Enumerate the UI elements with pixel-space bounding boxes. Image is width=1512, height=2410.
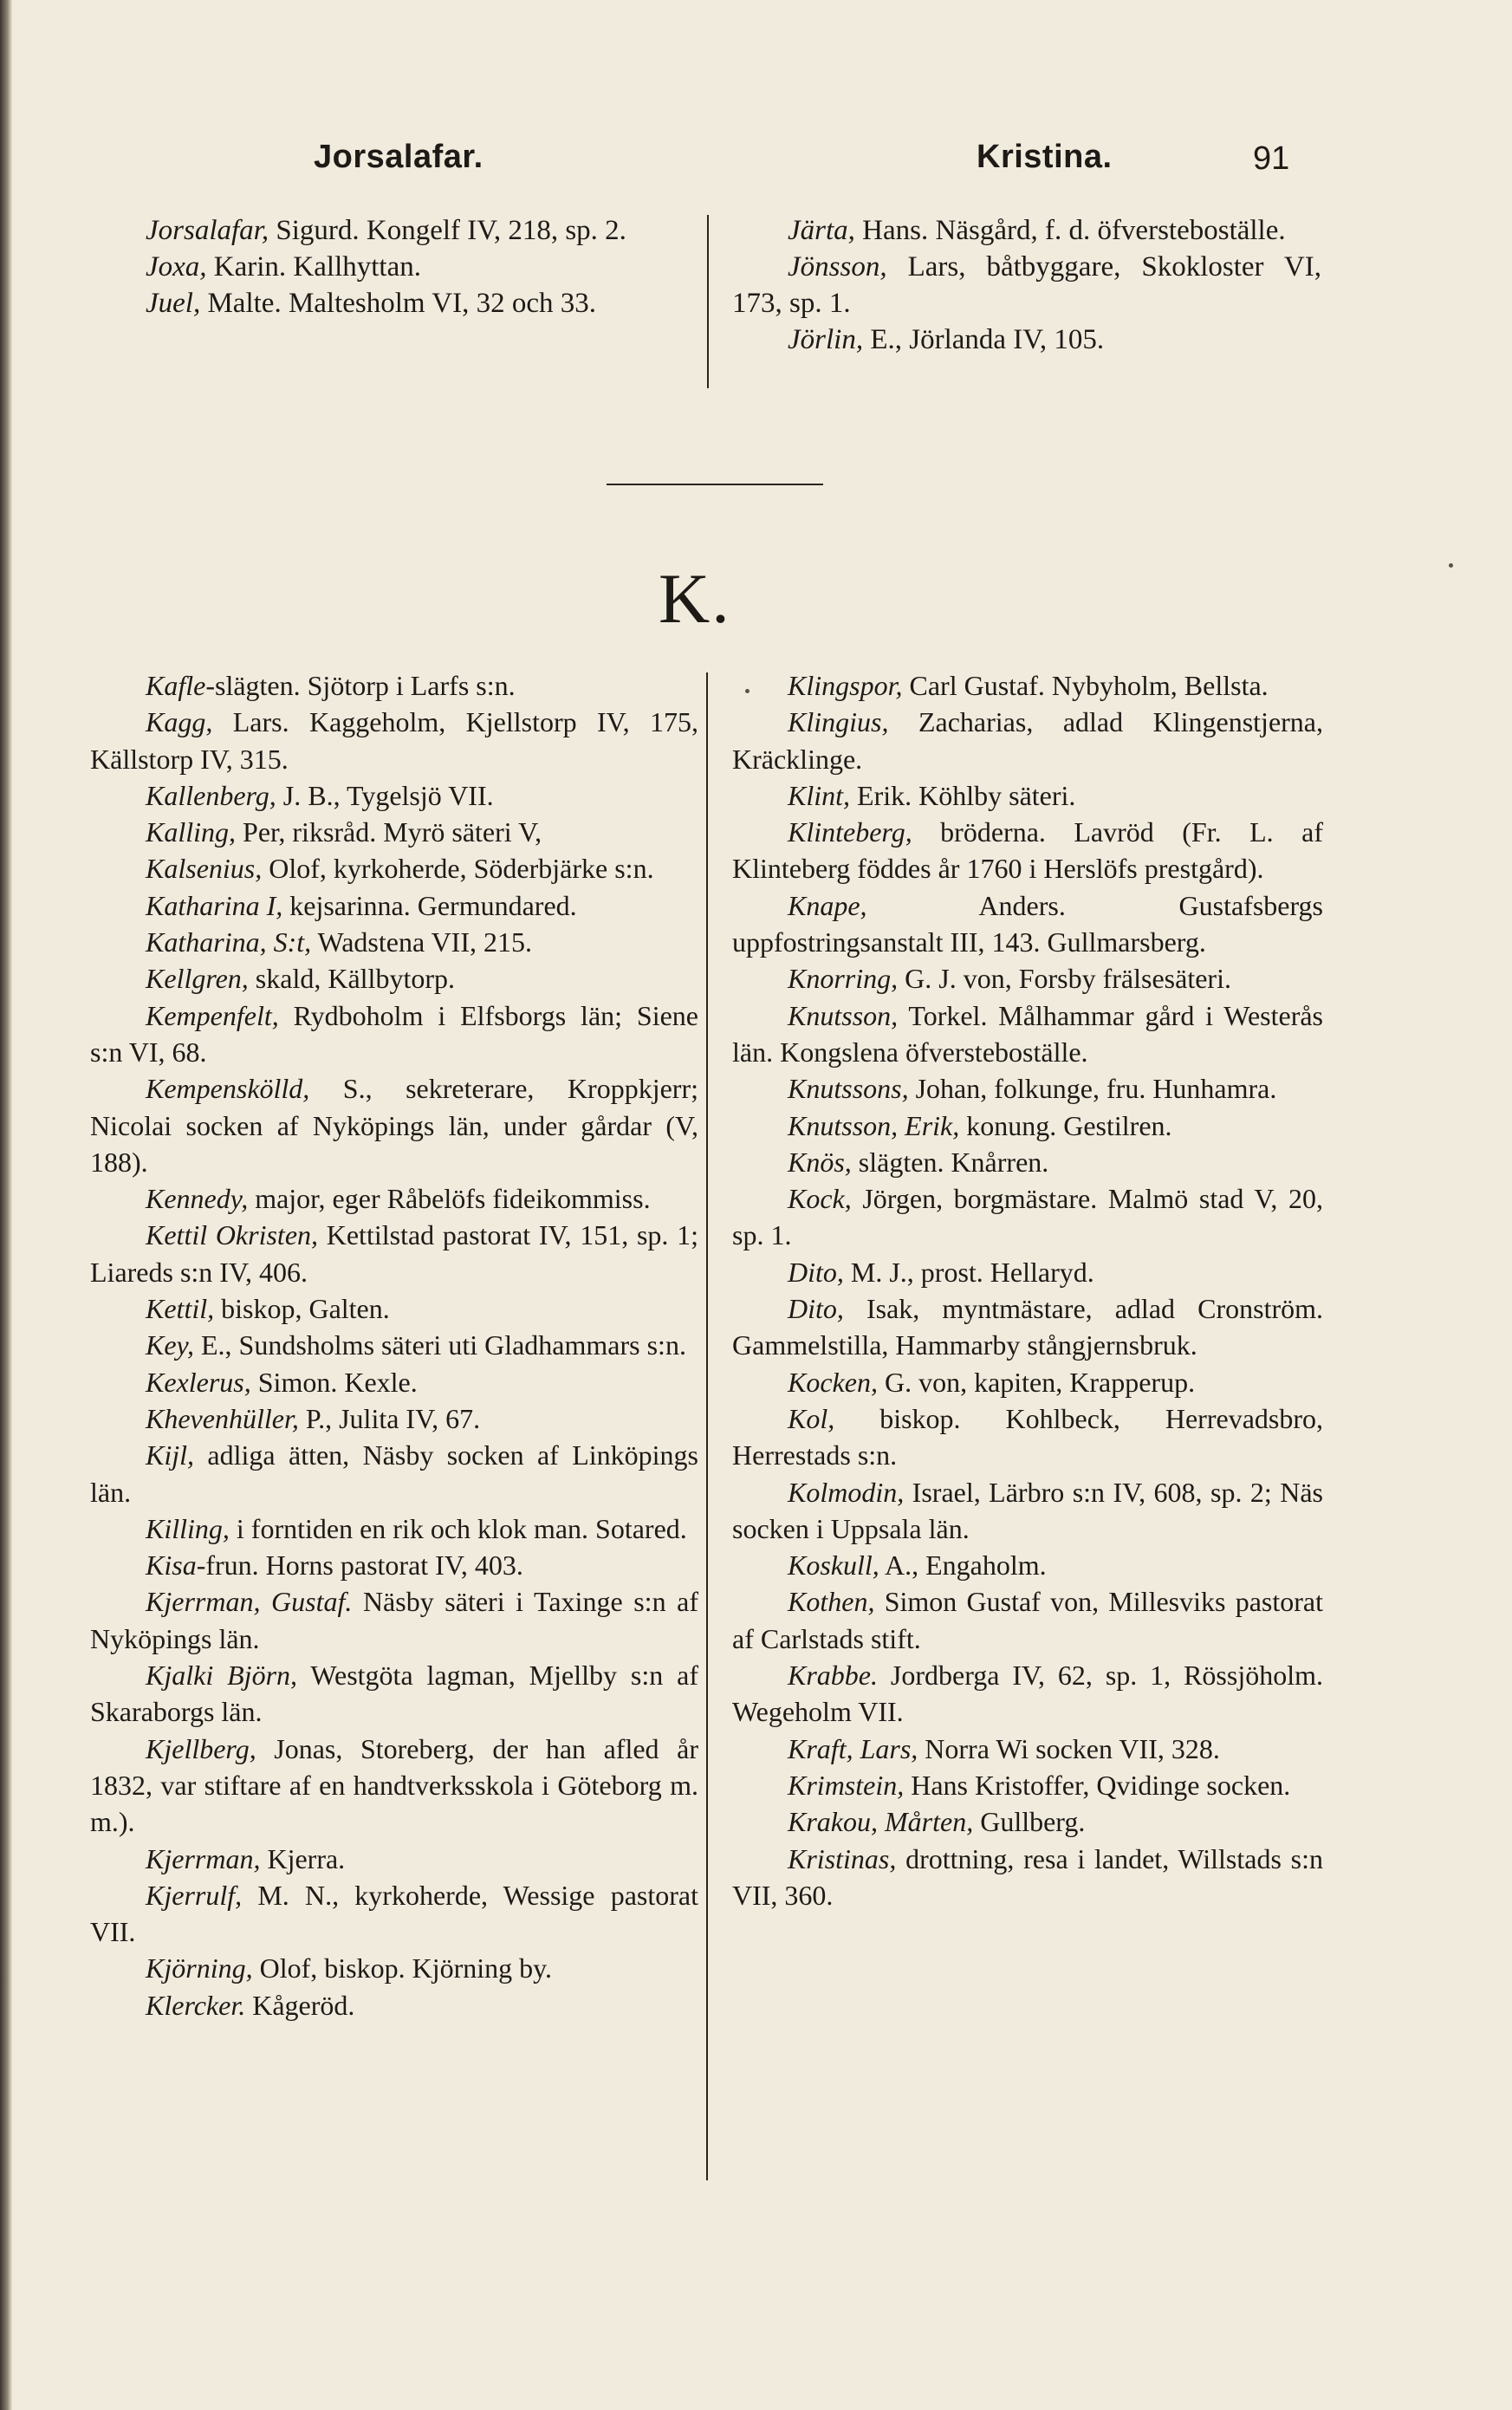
entry-text: i forntiden en rik och klok man. Sotared. [229, 1512, 687, 1544]
index-entry [90, 1583, 698, 1657]
index-entry [732, 997, 1323, 1071]
entry-name: Kjerrman, [146, 1842, 261, 1874]
entry-name: Kexlerus, [146, 1366, 251, 1398]
running-head-right: Kristina. [977, 139, 1113, 175]
entry-text: Simon Gustaf von, Millesviks pastorat af Carlstads stift. [732, 1586, 1323, 1654]
entry-name: Kalling, [146, 816, 237, 848]
index-entry [90, 1437, 698, 1510]
entry-name: Kempenskölld, [146, 1073, 310, 1105]
entry-name: Knutsson, [788, 999, 899, 1031]
index-entry [732, 1180, 1323, 1254]
entry-text: biskop. Kohlbeck, Herrevadsbro, Herrestads s:n. [732, 1402, 1323, 1471]
entry-name: Knutsson, Erik, [788, 1109, 960, 1141]
top-right-column [732, 212, 1321, 358]
entry-name: Khevenhüller, [146, 1402, 299, 1434]
index-entry [732, 322, 1321, 358]
entry-name: Kjerrulf, [146, 1879, 243, 1911]
index-entry [732, 1657, 1323, 1731]
page-number: 91 [1253, 140, 1290, 177]
entry-text: Jörgen, borgmästare. Malmö stad V, 20, sp. 1. [732, 1183, 1323, 1251]
index-entry [732, 1767, 1323, 1803]
top-left-column [90, 212, 697, 322]
entry-name: Kennedy, [146, 1183, 249, 1215]
entry-text: Johan, folkunge, fru. Hunhamra. [908, 1073, 1277, 1105]
entry-text: skald, Källbytorp. [248, 963, 455, 995]
entry-text: Zacharias, adlad Klingenstjerna, Kräcklinge. [732, 706, 1323, 775]
index-entry [90, 1400, 698, 1437]
index-entry [732, 1400, 1323, 1474]
running-head-left: Jorsalafar. [314, 139, 483, 175]
entry-text: Olof, kyrkoherde, Söderbjärke s:n. [262, 853, 654, 885]
index-entry [90, 1877, 698, 1951]
entry-name: Koskull, [788, 1549, 879, 1582]
index-entry [90, 1657, 698, 1731]
entry-name: Jönsson, [788, 251, 887, 283]
entry-name: Kolmodin, [788, 1476, 905, 1508]
entry-name: Kettil, [146, 1293, 215, 1325]
entry-text: Israel, Lärbro s:n IV, 608, sp. 2; Näs socken i Uppsala län. [732, 1476, 1323, 1544]
entry-text: Westgöta lagman, Mjellby s:n af Skaraborgs län. [90, 1660, 699, 1728]
index-entry [732, 704, 1323, 777]
index-entry [90, 704, 698, 777]
entry-text: E., Sundsholms säteri uti Gladhammars s:n. [193, 1329, 686, 1361]
index-entry [732, 960, 1323, 997]
entry-text: konung. Gestilren. [959, 1109, 1172, 1141]
index-entry [732, 1803, 1323, 1840]
entry-name: Kjalki Björn, [146, 1660, 298, 1692]
entry-text: drottning, resa i landet, Willstads s:n VII, 360. [732, 1842, 1323, 1911]
index-entry [732, 1474, 1323, 1548]
entry-name: Juel, [146, 288, 201, 319]
section-heading: K. [659, 559, 731, 638]
entry-name: Kagg, [146, 706, 213, 738]
print-speck [1449, 563, 1453, 568]
entry-text: Norra Wi socken VII, 328. [918, 1732, 1220, 1764]
entry-text: bröderna. Lavröd (Fr. L. af Klinteberg föddes år 1760 i Herslöfs prestgård). [732, 816, 1323, 885]
entry-name: Kjellberg, [146, 1732, 256, 1764]
index-entry [732, 887, 1323, 961]
entry-name: Joxa, [146, 251, 207, 283]
index-entry [732, 1290, 1323, 1364]
entry-name: Dito, [788, 1256, 844, 1288]
entry-text: Erik. Köhlby säteri. [850, 779, 1076, 811]
entry-text: E., Jörlanda IV, 105. [863, 324, 1105, 355]
index-entry [90, 814, 698, 850]
entry-text: Lars, båtbyggare, Skokloster VI, 173, sp. 1. [732, 251, 1321, 319]
entry-name: Kettil Okristen, [146, 1219, 319, 1251]
entry-text: major, eger Råbelöfs fideikommiss. [248, 1183, 651, 1215]
index-entry [732, 1108, 1323, 1144]
entry-name: Kol, [788, 1402, 835, 1434]
entry-name: Krimstein, [788, 1769, 905, 1801]
entry-name: Kellgren, [146, 963, 249, 995]
entry-text: G. J. von, Forsby frälsesäteri. [898, 963, 1231, 995]
entry-text: Sigurd. Kongelf IV, 218, sp. 2. [269, 215, 626, 246]
entry-name: Kraft, Lars, [788, 1732, 918, 1764]
index-entry [732, 249, 1321, 322]
entry-text: -slägten. Sjötorp i Larfs s:n. [205, 670, 516, 701]
index-entry [732, 1144, 1323, 1180]
index-entry [90, 1364, 698, 1400]
entry-text: M. N., kyrkoherde, Wessige pastorat VII. [90, 1879, 698, 1948]
column-divider-main [706, 672, 708, 2180]
index-entry [90, 1510, 698, 1547]
entry-name: Knorring, [788, 963, 899, 995]
entry-name: Kocken, [788, 1366, 878, 1398]
entry-text: Kettilstad pastorat IV, 151, sp. 1; Liareds s:n IV, 406. [90, 1219, 699, 1288]
index-entry [732, 1583, 1323, 1657]
entry-name: Kjörning, [146, 1952, 253, 1985]
page-binding-edge [0, 0, 12, 2410]
entry-name: Kempenfelt, [146, 999, 279, 1031]
index-entry [90, 924, 698, 960]
entry-name: Kalsenius, [146, 853, 263, 885]
index-entry [732, 814, 1323, 887]
entry-text: kejsarinna. Germundared. [282, 889, 577, 921]
entry-text: A., Engaholm. [879, 1549, 1047, 1582]
index-entry [90, 1841, 698, 1877]
entry-text: Malte. Maltesholm VI, 32 och 33. [200, 288, 596, 319]
index-entry [90, 249, 697, 285]
entry-name: Kock, [788, 1183, 852, 1215]
entry-name: Kisa [146, 1549, 197, 1582]
entry-name: Järta, [788, 215, 855, 246]
entry-text: Karin. Kallhyttan. [206, 251, 421, 283]
index-entry [90, 1987, 698, 2023]
entry-text: S., sekreterare, Kroppkjerr; Nicolai socken af Nyköpings län, under gårdar (V, 188). [90, 1073, 698, 1178]
entry-text: Carl Gustaf. Nybyholm, Bellsta. [902, 670, 1269, 701]
entry-name: Kafle [146, 670, 206, 701]
entry-text: Kjerra. [260, 1842, 346, 1874]
entry-text: J. B., Tygelsjö VII. [276, 779, 494, 811]
entry-text: M. J., prost. Hellaryd. [843, 1256, 1094, 1288]
index-entry [90, 1070, 698, 1180]
entry-text: Rydboholm i Elfsborgs län; Siene s:n VI, 68. [90, 999, 698, 1068]
index-entry [90, 212, 697, 249]
index-entry [90, 1950, 698, 1986]
index-entry [732, 1547, 1323, 1583]
entry-name: Jörlin, [788, 324, 864, 355]
entry-text: Isak, myntmästare, adlad Cronström. Gammelstilla, Hammarby stångjernsbruk. [732, 1293, 1323, 1361]
entry-name: Kijl, [146, 1439, 195, 1471]
index-entry [90, 1731, 698, 1841]
index-entry [90, 777, 698, 814]
entry-name: Klercker. [146, 1989, 246, 2021]
entry-name: Klingius, [788, 706, 889, 738]
index-entry [90, 1217, 698, 1290]
entry-name: Knape, [788, 889, 867, 921]
entry-text: Hans. Näsgård, f. d. öfversteboställe. [854, 215, 1286, 246]
entry-name: Killing, [146, 1512, 230, 1544]
entry-text: Näsby säteri i Taxinge s:n af Nyköpings län. [90, 1586, 699, 1654]
entry-text: Per, riksråd. Myrö säteri V, [236, 816, 542, 848]
entry-name: Kristinas, [788, 1842, 897, 1874]
entry-name: Klingspor, [788, 670, 903, 701]
entry-text: slägten. Knårren. [851, 1146, 1049, 1178]
entry-text: Gullberg. [973, 1806, 1086, 1838]
entry-text: Simon. Kexle. [250, 1366, 418, 1398]
index-entry [732, 777, 1323, 814]
index-entry [90, 850, 698, 887]
index-entry [732, 667, 1323, 704]
entry-name: Jorsalafar, [146, 215, 269, 246]
entry-name: Kothen, [788, 1586, 875, 1618]
entry-name: Key, [146, 1329, 194, 1361]
index-entry [90, 285, 697, 322]
entry-text: Torkel. Målhammar gård i Westerås län. Kongslena öfversteboställe. [732, 999, 1323, 1068]
entry-text: G. von, kapiten, Krapperup. [877, 1366, 1196, 1398]
entry-text: Anders. Gustafsbergs uppfostringsanstalt III, 143. Gullmarsberg. [732, 889, 1323, 958]
column-divider-top [707, 215, 709, 388]
section-rule [607, 484, 823, 485]
entry-text: Hans Kristoffer, Qvidinge socken. [904, 1769, 1291, 1801]
entry-name: Dito, [788, 1293, 844, 1325]
entry-name: Knös, [788, 1146, 852, 1178]
entry-name: Klinteberg, [788, 816, 912, 848]
entry-text: biskop, Galten. [214, 1293, 390, 1325]
index-entry [90, 1180, 698, 1217]
entry-text: -frun. Horns pastorat IV, 403. [196, 1549, 523, 1582]
index-entry [732, 1254, 1323, 1290]
index-entry [90, 667, 698, 704]
entry-text: Jordberga IV, 62, sp. 1, Rössjöholm. Wegeholm VII. [732, 1660, 1323, 1728]
index-entry [732, 1364, 1323, 1400]
entry-name: Krabbe. [788, 1660, 878, 1692]
entry-name: Kallenberg, [146, 779, 276, 811]
index-entry [90, 1327, 698, 1363]
entry-text: Kågeröd. [245, 1989, 355, 2021]
right-column [732, 667, 1323, 1913]
entry-text: Jonas, Storeberg, der han afled år 1832, var stiftare af en handtverksskola i Göteborg m. m.). [90, 1732, 698, 1838]
entry-name: Kjerrman, Gustaf. [146, 1586, 353, 1618]
entry-text: Lars. Kaggeholm, Kjellstorp IV, 175, Källstorp IV, 315. [90, 706, 698, 775]
index-entry [90, 1547, 698, 1583]
entry-name: Knutssons, [788, 1073, 909, 1105]
entry-text: Wadstena VII, 215. [311, 926, 532, 958]
index-entry [732, 1841, 1323, 1914]
index-entry [90, 960, 698, 997]
entry-name: Katharina, S:t, [146, 926, 312, 958]
entry-name: Katharina I, [146, 889, 283, 921]
entry-text: adliga ätten, Näsby socken af Linköpings län. [90, 1439, 698, 1508]
index-entry [90, 997, 698, 1071]
entry-text: P., Julita IV, 67. [298, 1402, 481, 1434]
left-column [90, 667, 698, 2023]
index-entry [732, 1731, 1323, 1767]
entry-name: Krakou, Mårten, [788, 1806, 974, 1838]
index-entry [90, 887, 698, 924]
index-entry [90, 1290, 698, 1327]
print-speck [745, 689, 750, 693]
entry-text: Olof, biskop. Kjörning by. [252, 1952, 553, 1985]
entry-name: Klint, [788, 779, 851, 811]
index-entry [732, 1070, 1323, 1107]
index-entry [732, 212, 1321, 249]
